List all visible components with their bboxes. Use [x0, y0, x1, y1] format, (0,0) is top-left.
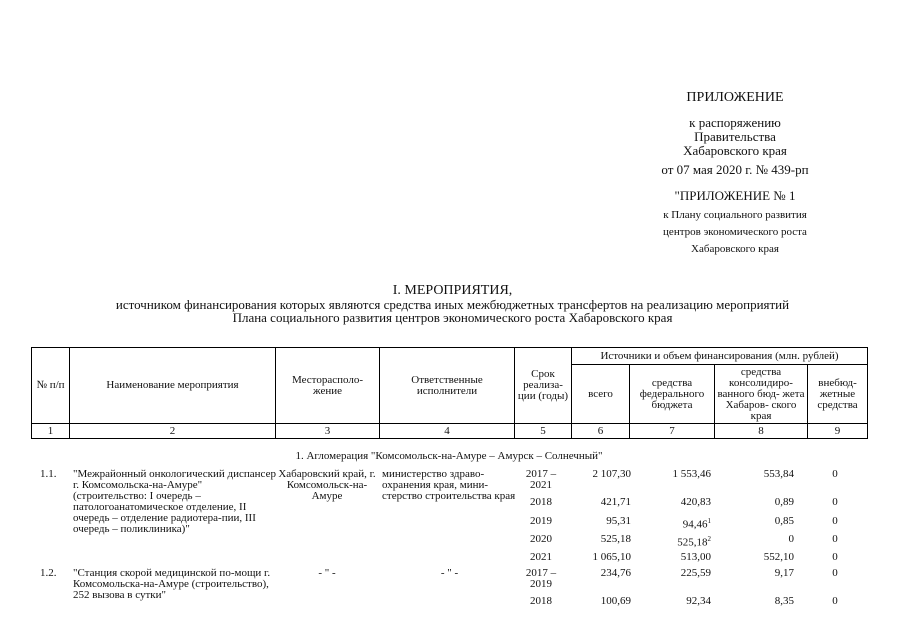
row-total: 2 107,30	[592, 468, 631, 480]
row-total: 1 065,10	[592, 551, 631, 563]
header-location: Месторасполо- жение	[276, 348, 380, 424]
row-term: 2017 – 2021	[525, 468, 557, 491]
col-number: 8	[715, 424, 808, 439]
header-federal: средства федерального бюджета	[630, 365, 715, 424]
section-subtitle	[0, 298, 905, 324]
order-date: от 07 мая 2020 г. № 439-рп	[661, 162, 809, 177]
federal-value: 94,46	[682, 518, 708, 531]
row-term: 2018	[530, 595, 552, 607]
header-num: № п/п	[32, 348, 70, 424]
row-federal	[631, 516, 711, 531]
row-total: 234,76	[600, 567, 631, 579]
col-number: 9	[808, 424, 868, 439]
header-offbudget: внебюд- жетные средства	[808, 365, 868, 424]
plan-line-3: Хабаровского края	[691, 243, 779, 255]
row-federal: 513,00	[680, 551, 711, 563]
row-regional: 0	[788, 533, 794, 545]
section-subtitle-line-1: источником финансирования которых являются средства иных межбюджетных трансфертов на реализацию мероприятий	[115, 297, 790, 312]
agglomeration-heading: 1. Агломерация "Комсомольск-на-Амуре – Амурск – Солнечный"	[295, 450, 603, 462]
row-regional: 552,10	[763, 551, 794, 563]
col-number: 5	[515, 424, 572, 439]
row-offbudget: 0	[832, 515, 838, 527]
row-federal: 1 553,46	[672, 468, 711, 480]
row-regional: 0,89	[774, 496, 794, 508]
col-number: 6	[572, 424, 630, 439]
row-offbudget: 0	[832, 533, 838, 545]
col-number: 3	[276, 424, 380, 439]
row-offbudget: 0	[832, 595, 838, 607]
col-number: 7	[630, 424, 715, 439]
financing-table-header	[31, 347, 868, 439]
item-number: 1.1.	[40, 468, 57, 480]
col-number: 1	[32, 424, 70, 439]
row-total: 525,18	[600, 533, 631, 545]
row-offbudget: 0	[832, 567, 838, 579]
row-regional: 0,85	[774, 515, 794, 527]
header-name: Наименование мероприятия	[70, 348, 276, 424]
section-title: I. МЕРОПРИЯТИЯ,	[392, 283, 513, 298]
order-line-1: к распоряжению	[689, 115, 781, 130]
header-total: всего	[572, 365, 630, 424]
header-regional: средства консолидиро- ванного бюд- жета Хабаров- ского края	[715, 365, 808, 424]
item-location: Хабаровский край, г. Комсомольск-на-Амуре	[278, 468, 376, 502]
appendix-title: ПРИЛОЖЕНИЕ	[686, 90, 784, 105]
row-regional: 8,35	[774, 595, 794, 607]
row-federal	[631, 534, 711, 549]
item-location: - " -	[318, 567, 336, 579]
footnote-mark: 1	[707, 517, 711, 525]
plan-line-1: к Плану социального развития	[663, 209, 807, 221]
col-number: 2	[70, 424, 276, 439]
appendix-number: "ПРИЛОЖЕНИЕ № 1	[674, 188, 796, 203]
item-name: "Станция скорой медицинской по-мощи г. Комсомольска-на-Амуре (строительство), 252 вызова в сутки"	[73, 567, 271, 601]
row-total: 421,71	[600, 496, 631, 508]
order-line-3: Хабаровского края	[683, 143, 787, 158]
item-executors: министерство здраво-охранения края, мини-стерство строительства края	[382, 468, 516, 502]
table-body	[31, 444, 867, 640]
row-term: 2020	[530, 533, 552, 545]
row-regional: 553,84	[763, 468, 794, 480]
row-offbudget: 0	[832, 551, 838, 563]
row-federal: 92,34	[686, 595, 711, 607]
section-subtitle-line-2: Плана социального развития центров экономического роста Хабаровского края	[232, 310, 673, 325]
row-term: 2019	[530, 515, 552, 527]
federal-value: 525,18	[677, 536, 708, 549]
header-sources: Источники и объем финансирования (млн. рублей)	[572, 348, 868, 365]
column-number-row	[32, 424, 868, 439]
row-offbudget: 0	[832, 496, 838, 508]
row-federal: 420,83	[680, 496, 711, 508]
plan-line-2: центров экономического роста	[663, 226, 807, 238]
item-number: 1.2.	[40, 567, 57, 579]
row-term: 2018	[530, 496, 552, 508]
row-term: 2021	[530, 551, 552, 563]
header-executors: Ответственные исполнители	[380, 348, 515, 424]
order-line-2: Правительства	[694, 129, 776, 144]
col-number: 4	[380, 424, 515, 439]
row-total: 100,69	[600, 595, 631, 607]
row-offbudget: 0	[832, 468, 838, 480]
row-term: 2017 – 2019	[525, 567, 557, 590]
row-total: 95,31	[606, 515, 631, 527]
row-federal: 225,59	[680, 567, 711, 579]
item-executors: - " -	[440, 567, 459, 579]
header-term: Срок реализа- ции (годы)	[515, 348, 572, 424]
item-name: "Межрайонный онкологический диспансер г. Комсомольска-на-Амуре" (строительство: I очередь – патологоанатомическое отделение, II очередь – отделение радиотера-пии, III очередь – поликлиника)"	[73, 468, 276, 535]
row-regional: 9,17	[774, 567, 794, 579]
appendix-header	[635, 90, 835, 255]
footnote-mark: 2	[707, 535, 711, 543]
